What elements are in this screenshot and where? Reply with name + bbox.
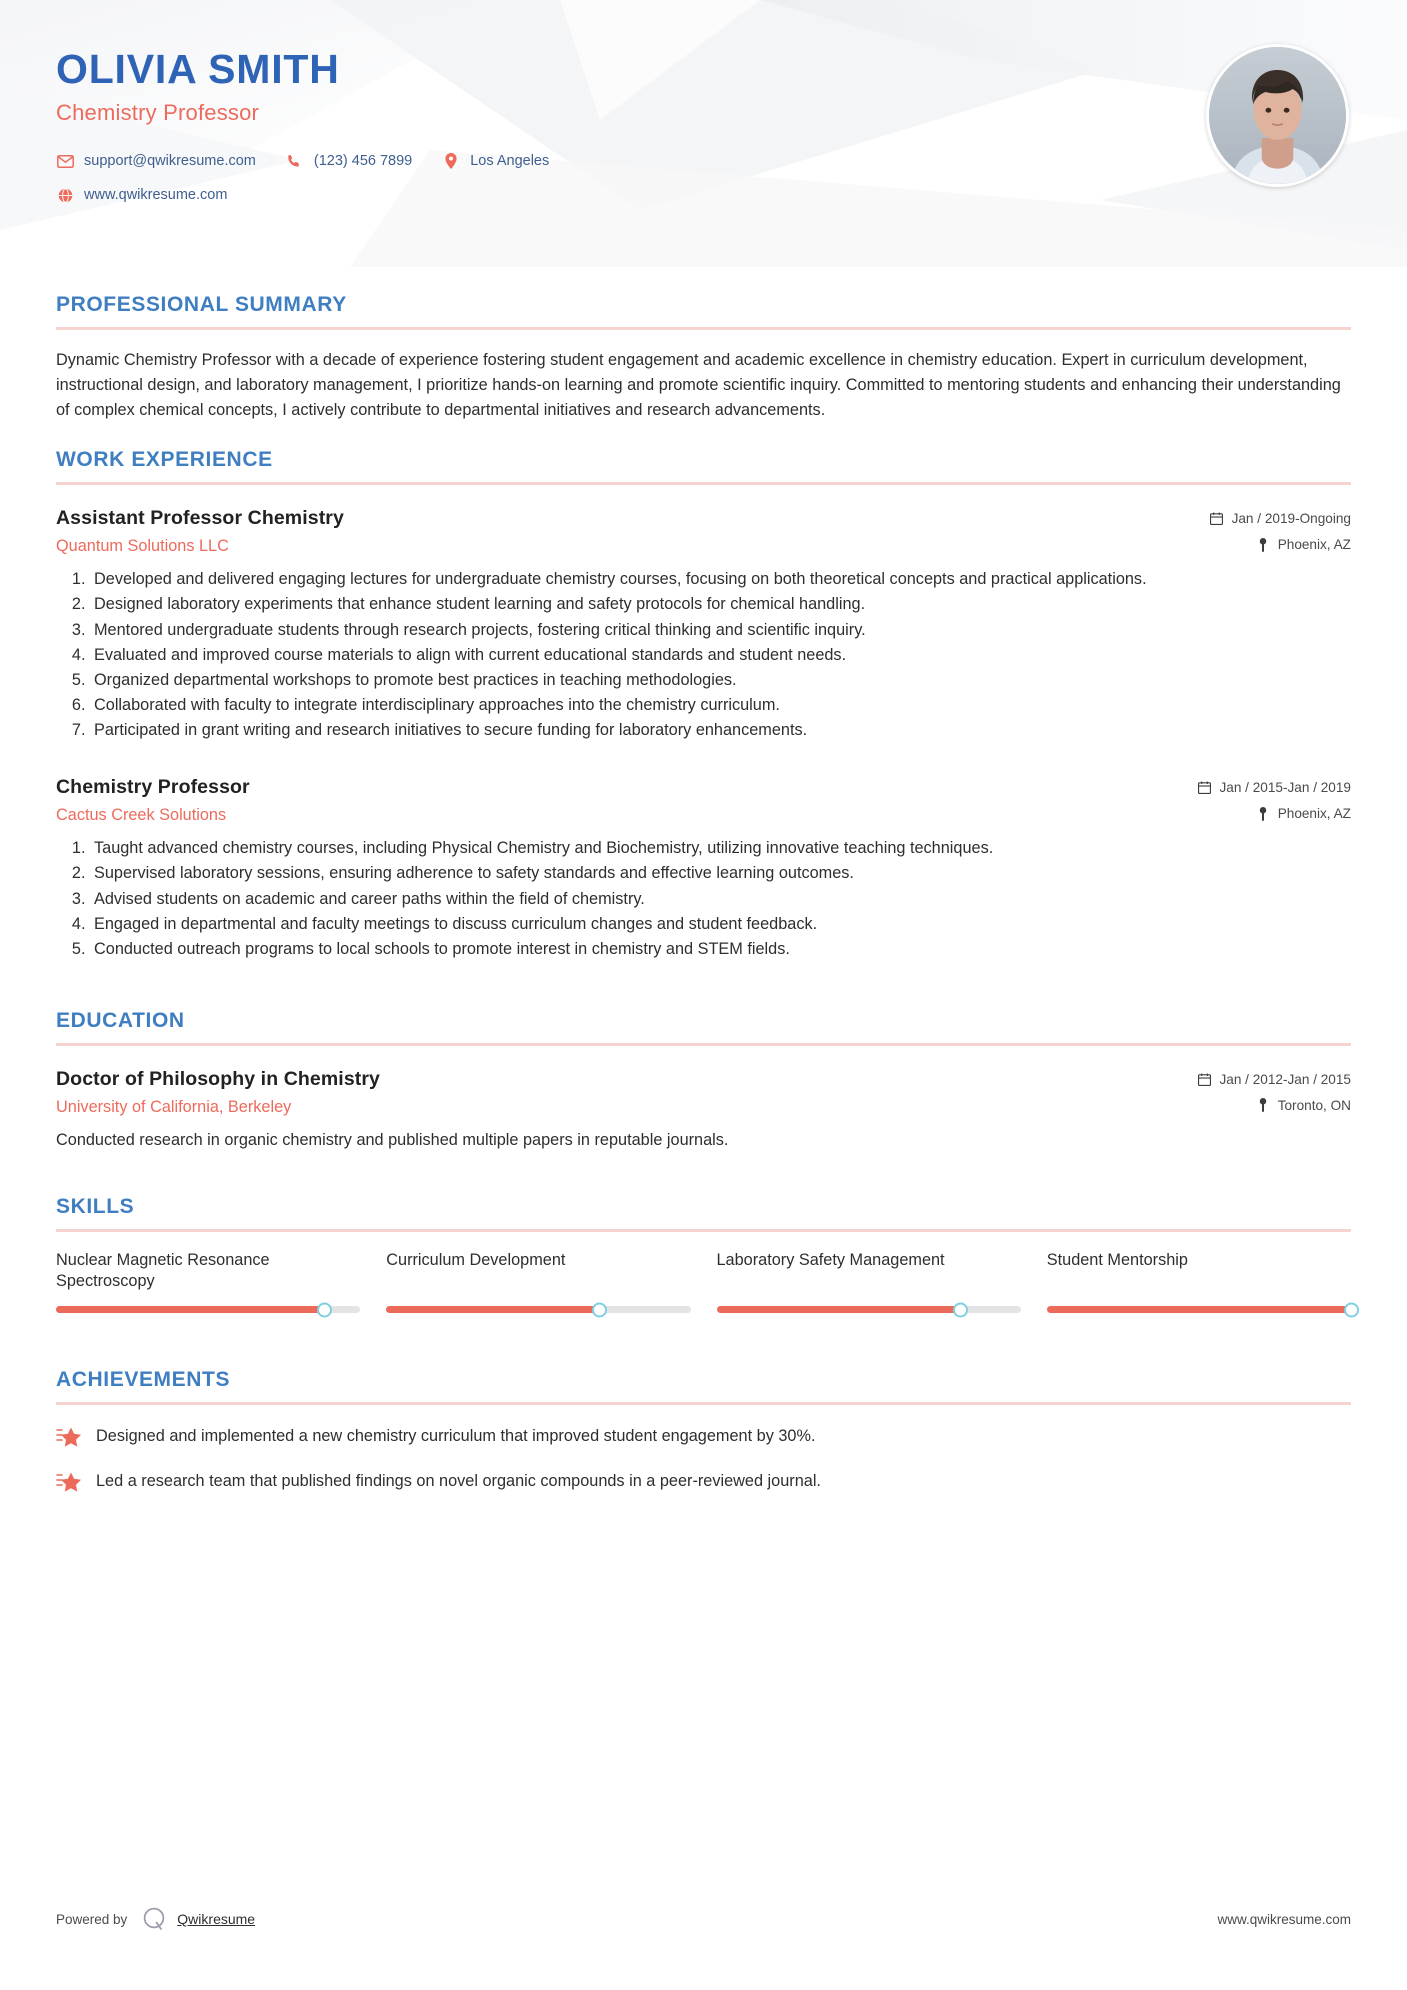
list-item: 7. Participated in grant writing and research initiatives to secure funding for laboratory enhancements. [90, 719, 1351, 742]
contact-phone[interactable] [286, 152, 412, 170]
phone-icon [286, 152, 304, 170]
job-title: Chemistry Professor [56, 100, 260, 126]
entry-date [1197, 1072, 1351, 1087]
contact-details [56, 152, 1351, 204]
entry-location [1197, 806, 1351, 821]
calendar-icon [1210, 512, 1224, 526]
entry-date-text: Jan / 2019-Ongoing [1231, 511, 1351, 527]
list-item: 5. Organized departmental workshops to promote best practices in teaching methodologies. [90, 669, 1351, 692]
skill-track [56, 1306, 360, 1313]
skill-progress[interactable] [717, 1300, 1021, 1320]
skill-progress[interactable] [56, 1300, 360, 1320]
skills-grid [56, 1250, 1351, 1320]
calendar-icon [1197, 1072, 1211, 1086]
list-item: 1. Taught advanced chemistry courses, including Physical Chemistry and Biochemistry, utilizing innovative teaching techniques. [90, 837, 1351, 860]
skill-track [386, 1306, 690, 1313]
footer-powered-by [56, 1906, 255, 1932]
entry-bullet-list [56, 568, 1351, 742]
contact-phone-text: (123) 456 7899 [313, 153, 413, 170]
section-divider [56, 1043, 1351, 1046]
entry-title: Assistant Professor Chemistry [56, 507, 344, 530]
section-divider [56, 327, 1351, 330]
contact-website-text: www.qwikresume.com [84, 187, 228, 204]
entry-heading-group [56, 776, 1197, 825]
contact-row-secondary [56, 186, 1351, 204]
skill-fill [386, 1306, 599, 1313]
skill-label: Curriculum Development [386, 1250, 566, 1269]
entry-date-text: Jan / 2012-Jan / 2015 [1219, 1071, 1351, 1087]
section-title-education: EDUCATION [56, 1008, 185, 1032]
summary-text: Dynamic Chemistry Professor with a decade of experience fostering student engagement and academic excellence in chemistry education. Expert in curriculum development, instructional design, and laboratory management, I prioritize hands-on learning and promote scientific inquiry. Committed to mentoring students and enhancing their understanding of complex chemical concepts, I actively contribute to departmental initiatives and research advancements. [56, 351, 1341, 419]
entry-date [1197, 780, 1351, 795]
list-item: 2. Supervised laboratory sessions, ensuring adherence to safety standards and effective learning outcomes. [90, 862, 1351, 885]
globe-icon [56, 186, 74, 204]
contact-row-primary [56, 152, 1351, 170]
avatar [1206, 44, 1349, 187]
entry-title: Doctor of Philosophy in Chemistry [56, 1067, 380, 1090]
skill-track [717, 1306, 1021, 1313]
skill-knob[interactable] [953, 1302, 968, 1317]
location-pin-icon [442, 152, 460, 170]
email-icon [56, 152, 74, 170]
list-item: 1. Developed and delivered engaging lectures for undergraduate chemistry courses, focusing on both theoretical concepts and practical applications. [90, 568, 1351, 591]
skill-progress[interactable] [1047, 1300, 1351, 1320]
entry-location [1197, 1098, 1351, 1113]
skill-item [717, 1250, 1021, 1320]
entry-meta-group [1197, 776, 1351, 821]
education-entry [56, 1068, 1351, 1153]
entry-date [1210, 511, 1351, 526]
section-divider [56, 1229, 1351, 1232]
section-professional-summary [56, 293, 1351, 422]
entry-location [1210, 537, 1351, 552]
entry-bullet-list [56, 837, 1351, 961]
section-title-experience: WORK EXPERIENCE [56, 448, 273, 472]
section-title-achievements: ACHIEVEMENTS [56, 1367, 231, 1391]
list-item [56, 1425, 1351, 1450]
contact-location [442, 152, 549, 170]
skill-item [56, 1250, 360, 1320]
list-item: 2. Designed laboratory experiments that enhance student learning and safety protocols for chemical handling. [90, 593, 1351, 616]
contact-location-text: Los Angeles [470, 153, 550, 170]
star-badge-icon [56, 1471, 82, 1495]
skill-label: Nuclear Magnetic Resonance Spectroscopy [56, 1250, 270, 1290]
footer-site-url[interactable]: www.qwikresume.com [1217, 1911, 1351, 1927]
entry-header [56, 507, 1351, 556]
skill-fill [56, 1306, 324, 1313]
list-item: 3. Advised students on academic and career paths within the field of chemistry. [90, 888, 1351, 911]
entry-description: Conducted research in organic chemistry and published multiple papers in reputable journals. [56, 1130, 729, 1149]
footer-powered-label: Powered by [56, 1911, 128, 1927]
entry-title: Chemistry Professor [56, 776, 250, 799]
skill-knob[interactable] [592, 1302, 607, 1317]
skill-knob[interactable] [1344, 1302, 1359, 1317]
page-title: OLIVIA SMITH [56, 46, 340, 92]
achievement-text: Led a research team that published findings on novel organic compounds in a peer-reviewed journal. [96, 1471, 821, 1490]
qwikresume-logo-icon [141, 1906, 167, 1932]
entry-header [56, 1068, 1351, 1117]
entry-location-text: Phoenix, AZ [1277, 806, 1351, 822]
skill-fill [1047, 1306, 1351, 1313]
entry-meta-group [1197, 1068, 1351, 1113]
entry-date-text: Jan / 2015-Jan / 2019 [1219, 780, 1351, 796]
map-marker-icon [1256, 807, 1270, 821]
section-divider [56, 1402, 1351, 1405]
skill-item [1047, 1250, 1351, 1320]
skill-track [1047, 1306, 1351, 1313]
skill-item [386, 1250, 690, 1320]
section-education [56, 1009, 1351, 1153]
entry-organization: University of California, Berkeley [56, 1097, 292, 1116]
contact-email[interactable] [56, 152, 256, 170]
achievements-list [56, 1425, 1351, 1495]
footer-brand-link[interactable]: Qwikresume [177, 1911, 256, 1927]
section-achievements [56, 1368, 1351, 1495]
entry-location-text: Phoenix, AZ [1277, 537, 1351, 553]
list-item [56, 1470, 1351, 1495]
entry-meta-group [1210, 507, 1351, 552]
skill-knob[interactable] [317, 1302, 332, 1317]
list-item: 4. Engaged in departmental and faculty meetings to discuss curriculum changes and student feedback. [90, 913, 1351, 936]
entry-organization: Quantum Solutions LLC [56, 537, 229, 556]
section-skills [56, 1195, 1351, 1320]
list-item: 5. Conducted outreach programs to local schools to promote interest in chemistry and STEM fields. [90, 938, 1351, 961]
entry-heading-group [56, 1068, 1197, 1117]
section-work-experience [56, 448, 1351, 961]
entry-location-text: Toronto, ON [1277, 1097, 1351, 1113]
page-footer [56, 1906, 1351, 1932]
resume-header [0, 0, 1407, 267]
map-marker-icon [1256, 538, 1270, 552]
entry-header [56, 776, 1351, 825]
skill-label: Laboratory Safety Management [716, 1250, 945, 1269]
map-marker-icon [1256, 1098, 1270, 1112]
section-title-summary: PROFESSIONAL SUMMARY [56, 293, 347, 316]
experience-entry [56, 507, 1351, 742]
section-divider [56, 482, 1351, 485]
calendar-icon [1197, 781, 1211, 795]
list-item: 3. Mentored undergraduate students through research projects, fostering critical thinking and scientific inquiry. [90, 619, 1351, 642]
skill-progress[interactable] [386, 1300, 690, 1320]
achievement-text: Designed and implemented a new chemistry curriculum that improved student engagement by 30%. [96, 1426, 816, 1445]
entry-organization: Cactus Creek Solutions [56, 806, 227, 825]
entry-heading-group [56, 507, 1210, 556]
section-title-skills: SKILLS [56, 1194, 135, 1218]
contact-email-text: support@qwikresume.com [84, 153, 256, 170]
experience-entry [56, 776, 1351, 961]
skill-label: Student Mentorship [1046, 1250, 1188, 1269]
star-badge-icon [56, 1426, 82, 1450]
list-item: 4. Evaluated and improved course materials to align with current educational standards and student needs. [90, 644, 1351, 667]
list-item: 6. Collaborated with faculty to integrate interdisciplinary approaches into the chemistry curriculum. [90, 694, 1351, 717]
contact-website[interactable] [56, 186, 227, 204]
skill-fill [717, 1306, 960, 1313]
